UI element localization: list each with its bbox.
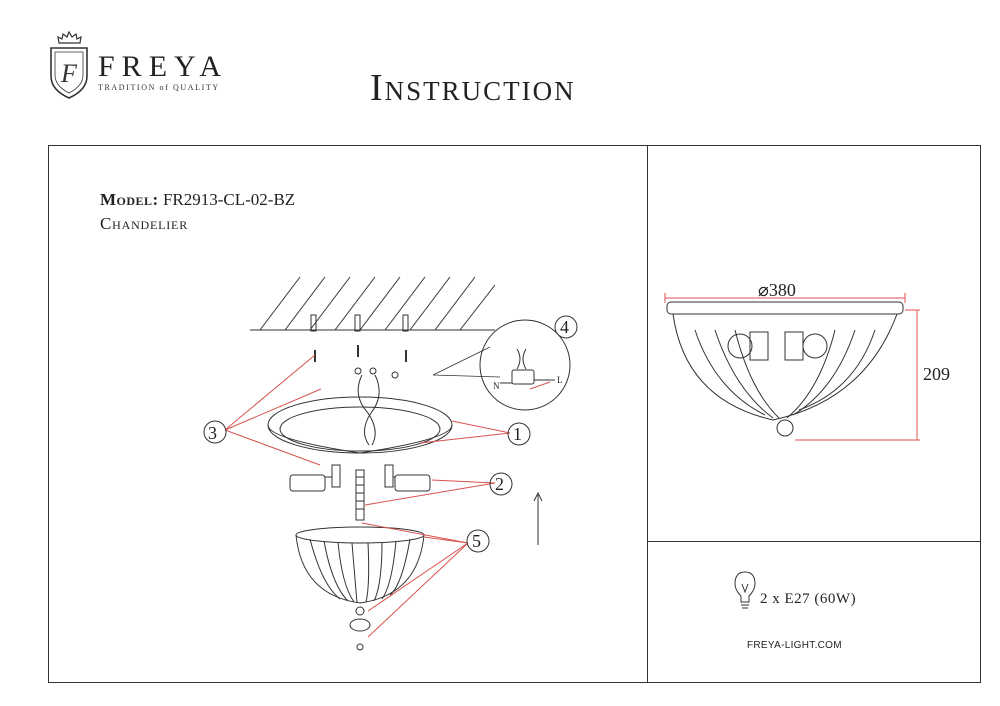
vertical-divider bbox=[647, 145, 648, 683]
brand-tagline: TRADITION of QUALITY bbox=[98, 83, 220, 92]
horizontal-divider bbox=[647, 541, 981, 542]
website-link[interactable]: FREYA-LIGHT.COM bbox=[747, 640, 842, 651]
callout-1: 1 bbox=[513, 424, 522, 444]
model-name: Chandelier bbox=[100, 214, 188, 233]
model-label: Model: bbox=[100, 190, 159, 209]
height-label: 209 bbox=[923, 364, 950, 384]
lamp-socket-left-icon bbox=[290, 465, 340, 491]
dimension-drawing bbox=[655, 270, 975, 460]
up-arrow-icon bbox=[534, 493, 542, 545]
model-line bbox=[100, 190, 295, 210]
ceiling-hatch bbox=[250, 277, 495, 330]
light-bulb-icon bbox=[733, 570, 757, 614]
lamp-spec: 2 x E27 (60W) bbox=[760, 591, 857, 607]
wiring-detail-circle bbox=[480, 320, 570, 410]
logo-crest-icon bbox=[45, 30, 93, 100]
model-code: FR2913-CL-02-BZ bbox=[162, 190, 296, 209]
wire-label-l: L bbox=[557, 375, 563, 385]
wire-label-n: N bbox=[493, 381, 500, 391]
callout-5: 5 bbox=[472, 531, 481, 551]
callout-4: 4 bbox=[560, 317, 569, 337]
glass-shade bbox=[296, 527, 424, 603]
diameter-label: ⌀380 bbox=[758, 280, 796, 300]
assembly-diagram bbox=[190, 265, 580, 665]
base-plate bbox=[268, 397, 452, 453]
brand-name: FREYA bbox=[98, 50, 229, 83]
callout-3: 3 bbox=[208, 423, 217, 443]
logo-letter: F bbox=[61, 59, 77, 88]
lamp-socket-right-icon bbox=[385, 465, 430, 491]
page-title: Instruction bbox=[370, 67, 576, 109]
callout-2: 2 bbox=[495, 474, 504, 494]
finial-cap bbox=[350, 619, 370, 631]
